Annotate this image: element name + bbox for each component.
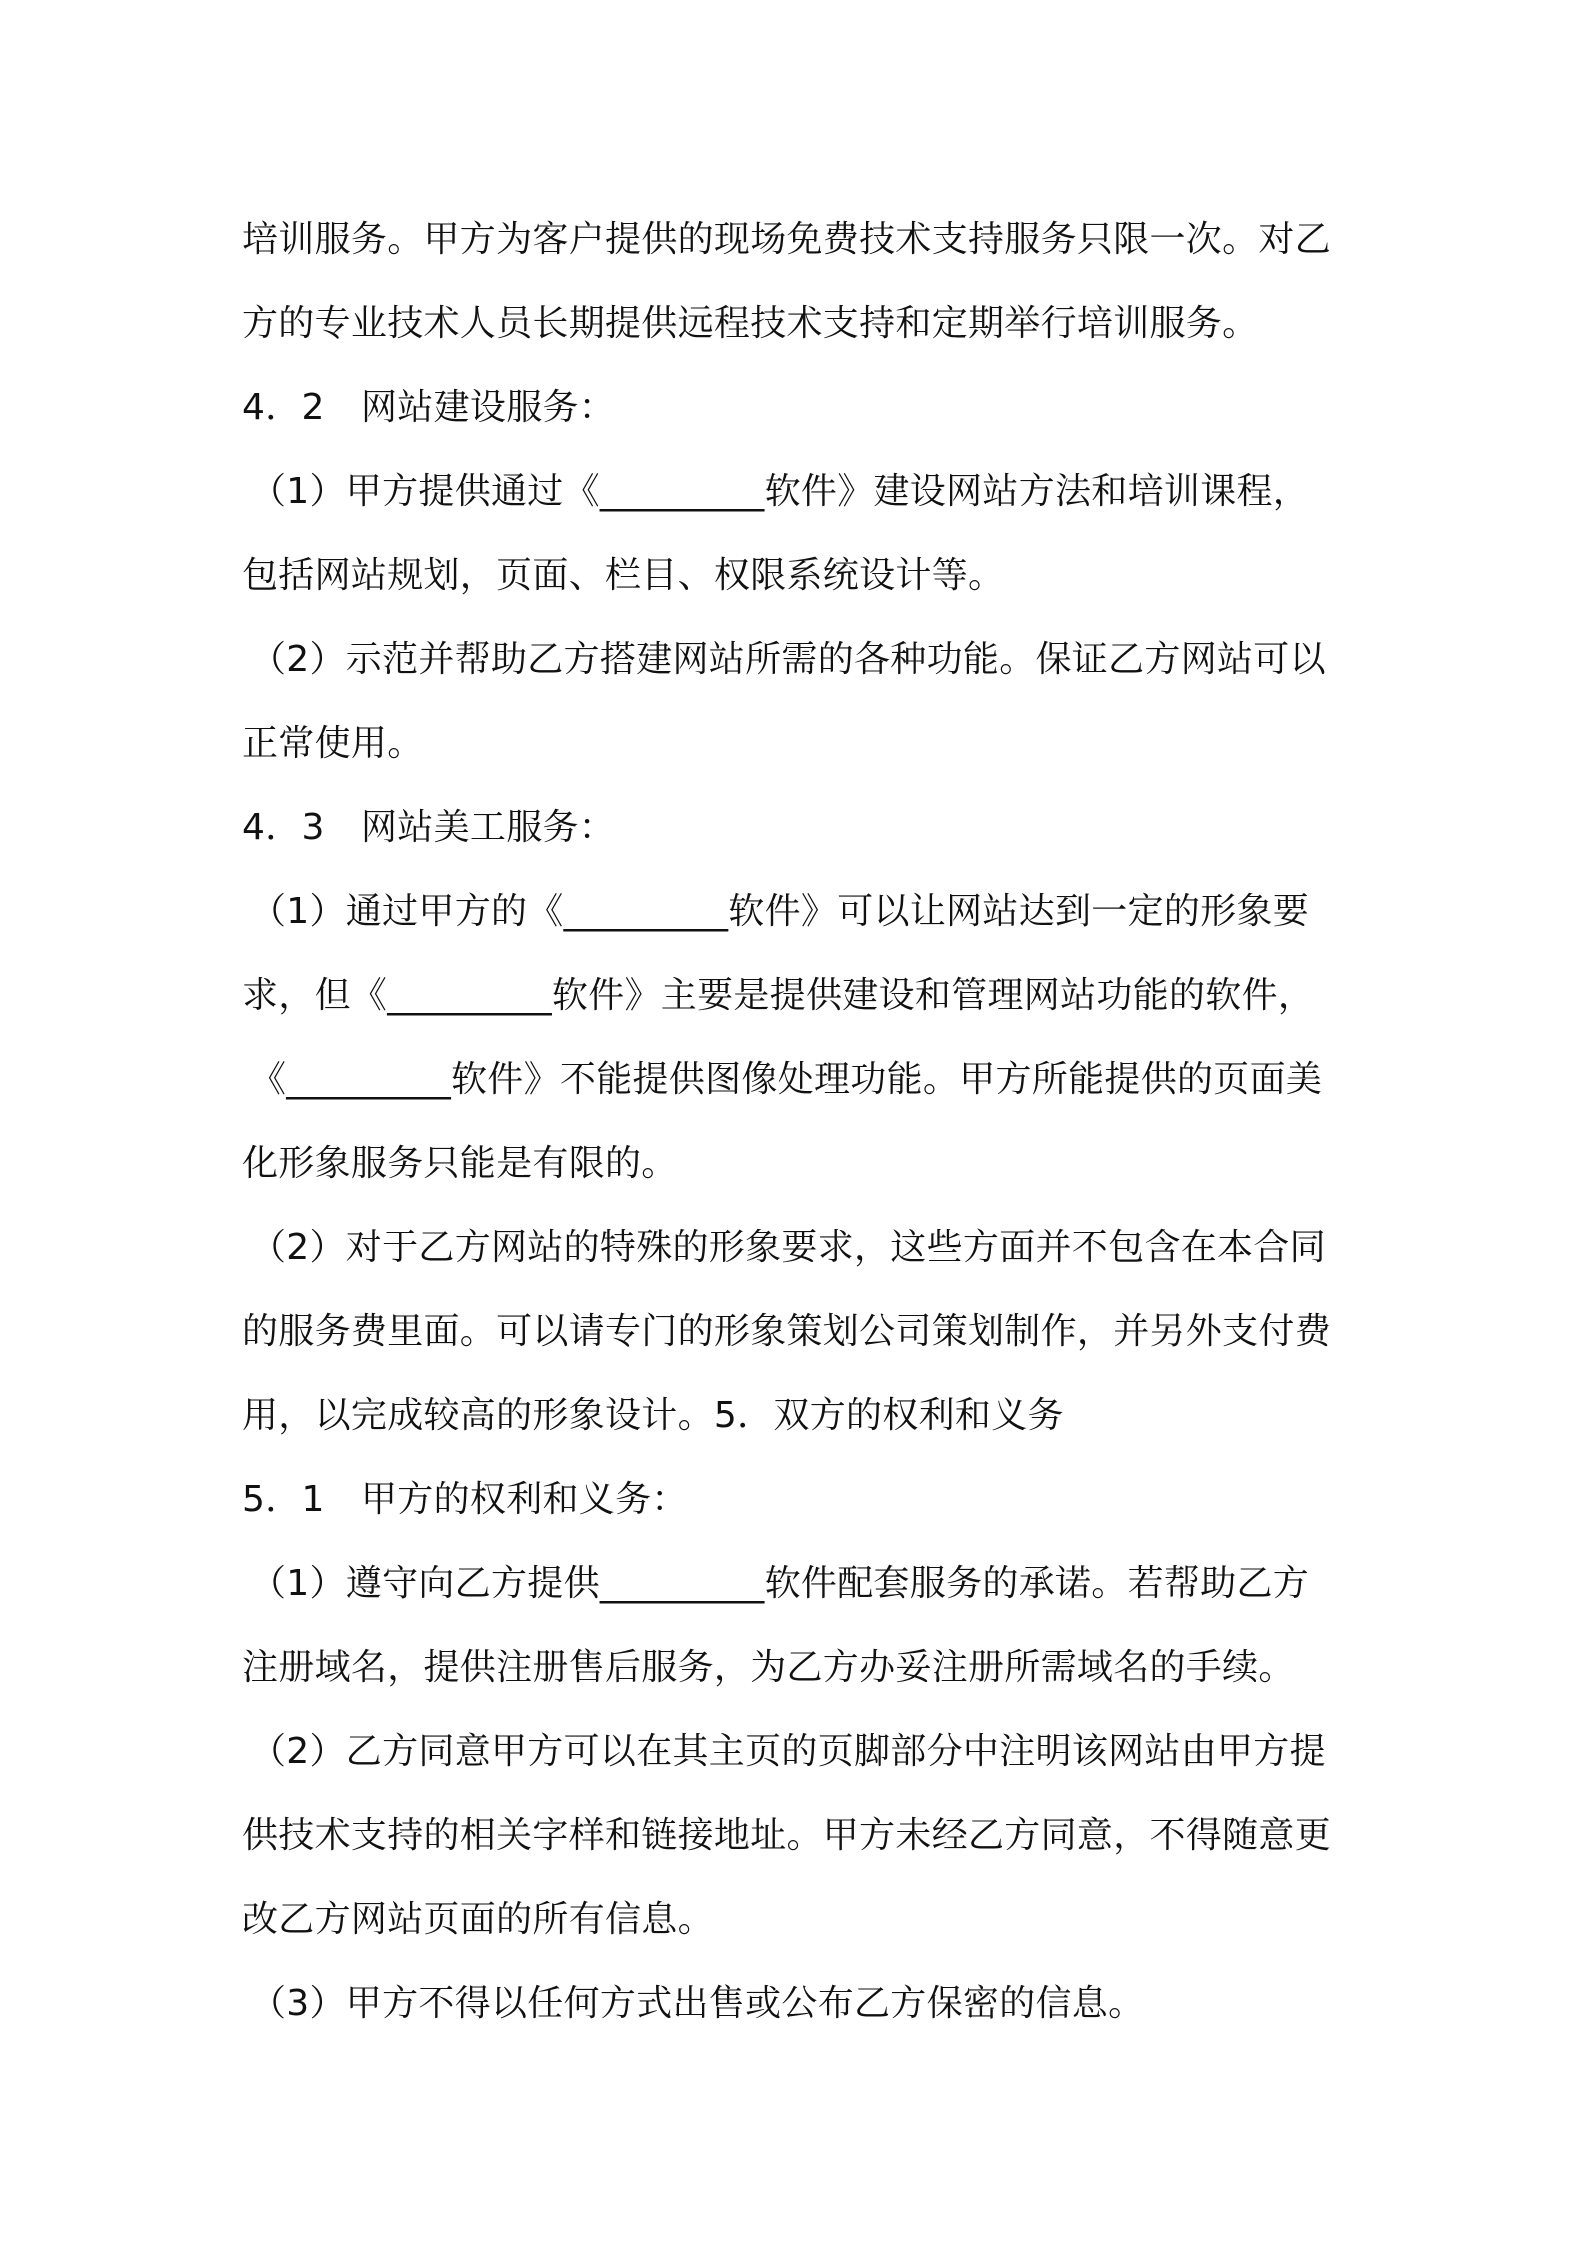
list-item: （1）甲方提供通过《_________软件》建设网站方法和培训课程，	[250, 471, 1310, 512]
document-body	[242, 198, 1360, 2046]
paragraph-line: 方的专业技术人员长期提供远程技术支持和定期举行培训服务。	[242, 303, 1259, 344]
list-item: （1）通过甲方的《_________软件》可以让网站达到一定的形象要	[250, 891, 1310, 932]
section-heading: 4．2 网站建设服务：	[242, 387, 616, 428]
list-item: （1）遵守向乙方提供_________软件配套服务的承诺。若帮助乙方	[250, 1563, 1310, 1604]
list-item: （2）乙方同意甲方可以在其主页的页脚部分中注明该网站由甲方提	[250, 1731, 1326, 1772]
list-item: （3）甲方不得以任何方式出售或公布乙方保密的信息。	[250, 1983, 1145, 2024]
paragraph-line: 的服务费里面。可以请专门的形象策划公司策划制作，并另外支付费	[242, 1311, 1332, 1352]
section-heading: 4．3 网站美工服务：	[242, 807, 616, 848]
list-item: （2）示范并帮助乙方搭建网站所需的各种功能。保证乙方网站可以	[250, 639, 1326, 680]
paragraph-line: 《_________软件》不能提供图像处理功能。甲方所能提供的页面美	[250, 1059, 1323, 1100]
section-heading: 5．1 甲方的权利和义务：	[242, 1479, 688, 1520]
paragraph-line: 培训服务。甲方为客户提供的现场免费技术支持服务只限一次。对乙	[242, 219, 1332, 260]
paragraph-line: 包括网站规划，页面、栏目、权限系统设计等。	[242, 555, 1005, 596]
paragraph-line: 供技术支持的相关字样和链接地址。甲方未经乙方同意，不得随意更	[242, 1815, 1332, 1856]
paragraph-line: 改乙方网站页面的所有信息。	[242, 1899, 714, 1940]
list-item: （2）对于乙方网站的特殊的形象要求，这些方面并不包含在本合同	[250, 1227, 1326, 1268]
paragraph-line: 用，以完成较高的形象设计。5．双方的权利和义务	[242, 1395, 1064, 1436]
paragraph-line: 化形象服务只能是有限的。	[242, 1143, 678, 1184]
paragraph-line: 求，但《_________软件》主要是提供建设和管理网站功能的软件，	[242, 975, 1315, 1016]
paragraph-line: 正常使用。	[242, 723, 424, 764]
paragraph-line: 注册域名，提供注册售后服务，为乙方办妥注册所需域名的手续。	[242, 1647, 1295, 1688]
